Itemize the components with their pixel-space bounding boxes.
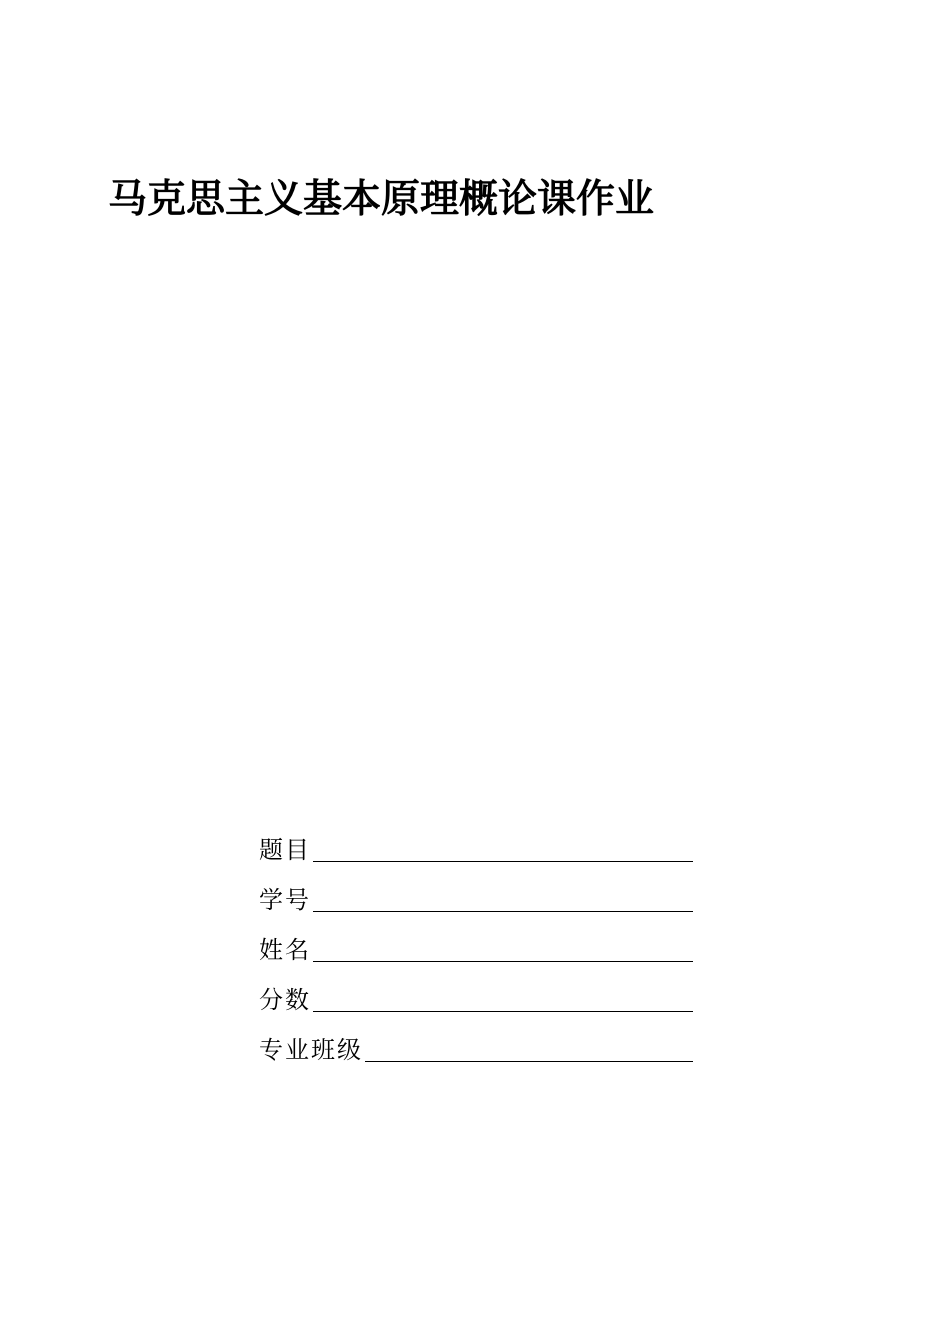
field-major-class-row: [259, 1018, 693, 1068]
field-name-blank[interactable]: [313, 933, 693, 962]
field-score-row: [259, 968, 693, 1018]
field-topic-row: [259, 818, 693, 868]
field-student-id-label: 学号: [259, 886, 311, 914]
field-student-id-row: [259, 868, 693, 918]
field-major-class-blank[interactable]: [365, 1033, 693, 1062]
field-name-label: 姓名: [259, 936, 311, 964]
field-name-row: [259, 918, 693, 968]
field-score-label: 分数: [259, 986, 311, 1014]
field-topic-label: 题目: [259, 836, 311, 864]
info-form: [259, 818, 693, 1068]
page-title: 马克思主义基本原理概论课作业: [108, 177, 655, 222]
field-topic-blank[interactable]: [313, 833, 693, 862]
field-student-id-blank[interactable]: [313, 883, 693, 912]
field-major-class-label: 专业班级: [259, 1036, 363, 1064]
field-score-blank[interactable]: [313, 983, 693, 1012]
